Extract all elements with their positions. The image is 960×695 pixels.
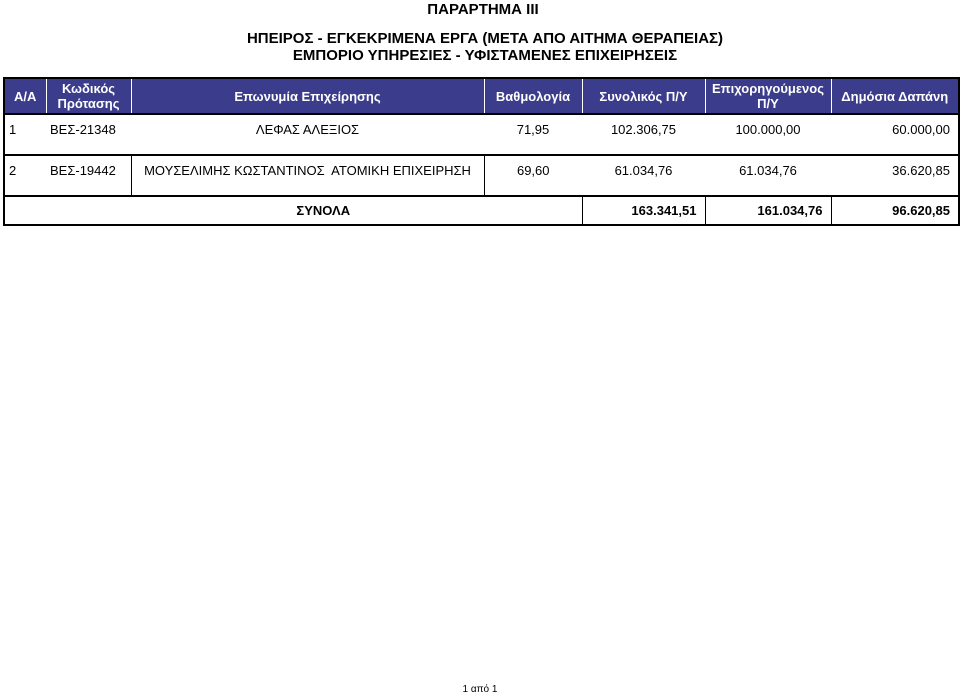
totals-public-expense: 96.620,85 <box>831 196 959 225</box>
cell-public-expense: 60.000,00 <box>831 114 959 155</box>
cell-total-budget: 61.034,76 <box>582 155 705 196</box>
cell-aa: 2 <box>4 155 46 196</box>
table-row <box>4 155 959 196</box>
page-indicator: 1 από 1 <box>462 684 498 695</box>
header-aa: Α/Α <box>4 78 46 114</box>
cell-subsidized-budget: 100.000,00 <box>705 114 831 155</box>
totals-subsidized-budget: 161.034,76 <box>705 196 831 225</box>
cell-score: 69,60 <box>484 155 582 196</box>
table-header-row <box>4 78 959 114</box>
approved-projects-table <box>3 77 960 226</box>
header-total-budget: Συνολικός Π/Υ <box>582 78 705 114</box>
header-public-expense: Δημόσια Δαπάνη <box>831 78 959 114</box>
header-company-name: Επωνυμία Επιχείρησης <box>131 78 484 114</box>
cell-public-expense: 36.620,85 <box>831 155 959 196</box>
cell-aa: 1 <box>4 114 46 155</box>
totals-row <box>4 196 959 225</box>
document-subtitle-sector: ΕΜΠΟΡΙΟ ΥΠΗΡΕΣΙΕΣ - ΥΦΙΣΤΑΜΕΝΕΣ ΕΠΙΧΕΙΡΗΣΕΙΣ <box>292 47 678 64</box>
cell-score: 71,95 <box>484 114 582 155</box>
cell-company-name: ΜΟΥΣΕΛΙΜΗΣ ΚΩΣΤΑΝΤΙΝΟΣ ΑΤΟΜΙΚΗ ΕΠΙΧΕΙΡΗΣΗ <box>131 155 484 196</box>
cell-subsidized-budget: 61.034,76 <box>705 155 831 196</box>
cell-total-budget: 102.306,75 <box>582 114 705 155</box>
document-subtitle-region: ΗΠΕΙΡΟΣ - ΕΓΚΕΚΡΙΜΕΝΑ ΕΡΓΑ (ΜΕΤΑ ΑΠΟ ΑΙΤΗΜΑ ΘΕΡΑΠΕΙΑΣ) <box>246 30 724 47</box>
header-subsidized-budget: Επιχορηγούμενος Π/Υ <box>705 78 831 114</box>
cell-proposal-code: ΒΕΣ-19442 <box>46 155 131 196</box>
cell-proposal-code: ΒΕΣ-21348 <box>46 114 131 155</box>
totals-total-budget: 163.341,51 <box>582 196 705 225</box>
cell-company-name: ΛΕΦΑΣ ΑΛΕΞΙΟΣ <box>131 114 484 155</box>
totals-label: ΣΥΝΟΛΑ <box>4 196 582 225</box>
header-proposal-code: Κωδικός Πρότασης <box>46 78 131 114</box>
annex-title: ΠΑΡΑΡΤΗΜΑ III <box>427 1 539 18</box>
header-score: Βαθμολογία <box>484 78 582 114</box>
table-row <box>4 114 959 155</box>
